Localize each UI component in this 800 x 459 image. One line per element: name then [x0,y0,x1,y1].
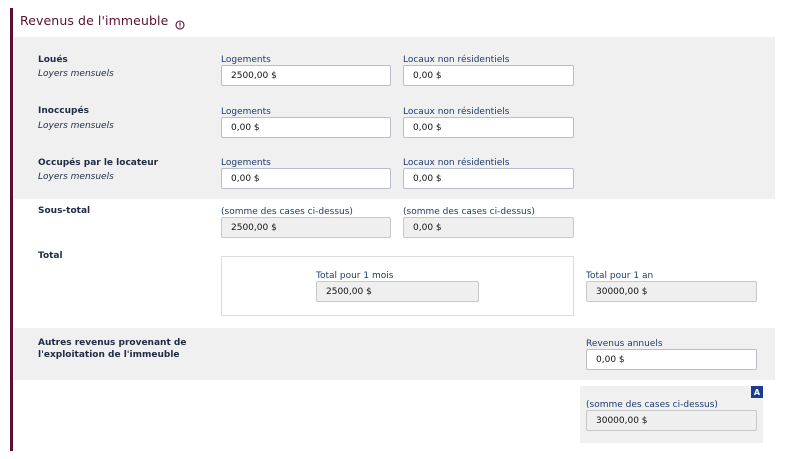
occupes-logements-input[interactable]: 0,00 $ [221,168,391,189]
inoccupes-locaux-input[interactable]: 0,00 $ [403,117,574,138]
annual-income-input[interactable]: 0,00 $ [586,349,757,370]
logements-label: Logements [221,107,271,117]
total-label: Total [38,251,63,261]
row-sublabel-occupes: Loyers mensuels [38,172,114,182]
section-accent-bar [10,8,13,451]
subtotal-locaux-caption: (somme des cases ci-dessus) [403,207,535,217]
total-month-value: 2500,00 $ [316,281,479,302]
logements-label: Logements [221,158,271,168]
locaux-label: Locaux non résidentiels [403,158,510,168]
loues-logements-input[interactable]: 2500,00 $ [221,65,391,86]
total-year-value: 30000,00 $ [586,281,757,302]
total-month-caption: Total pour 1 mois [316,271,394,281]
logements-label: Logements [221,55,271,65]
row-sublabel-inoccupes: Loyers mensuels [38,121,114,131]
row-label-occupes: Occupés par le locateur [38,158,159,168]
annual-income-caption: Revenus annuels [586,339,663,349]
section-title: Revenus de l'immeuble [20,12,169,28]
inoccupes-logements-input[interactable]: 0,00 $ [221,117,391,138]
section-header [20,11,185,29]
other-income-label-line1: Autres revenus provenant de [38,338,187,348]
subtotal-locaux-value: 0,00 $ [403,217,574,238]
occupes-locaux-input[interactable]: 0,00 $ [403,168,574,189]
rows-band [14,37,775,199]
grand-sum-caption: (somme des cases ci-dessus) [586,400,718,410]
locaux-label: Locaux non résidentiels [403,107,510,117]
row-label-inoccupes: Inoccupés [38,106,89,116]
subtotal-logements-caption: (somme des cases ci-dessus) [221,207,353,217]
sum-badge: A [751,386,763,398]
subtotal-logements-value: 2500,00 $ [221,217,391,238]
grand-sum-value: 30000,00 $ [586,410,757,431]
loues-locaux-input[interactable]: 0,00 $ [403,65,574,86]
row-sublabel-loues: Loyers mensuels [38,69,114,79]
row-label-loues: Loués [38,55,68,65]
info-circle-icon[interactable] [175,15,185,25]
other-income-label-line2: l'exploitation de l'immeuble [38,350,180,360]
locaux-label: Locaux non résidentiels [403,55,510,65]
subtotal-label: Sous-total [38,206,91,216]
total-year-caption: Total pour 1 an [586,271,654,281]
